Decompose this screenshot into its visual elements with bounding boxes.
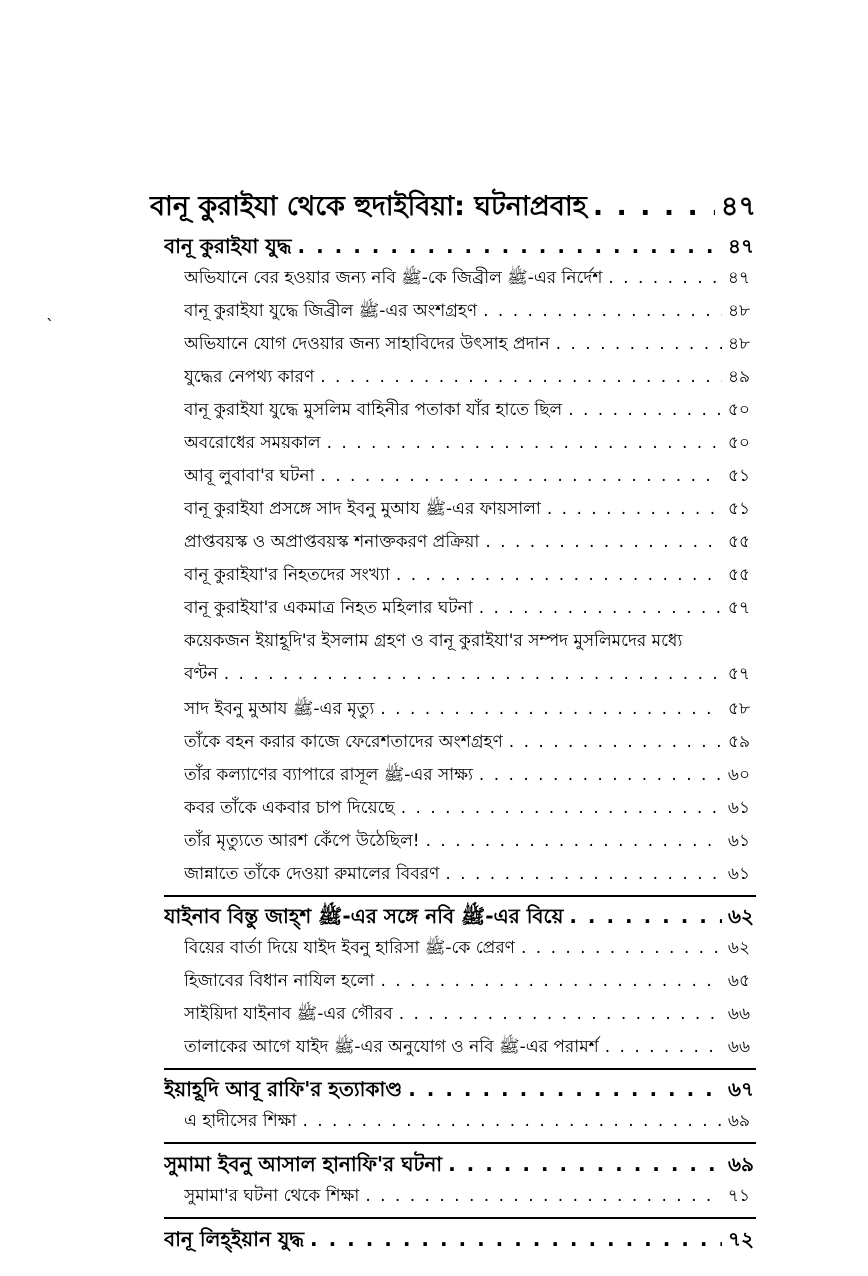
- entry-page-number: ৪৮: [727, 301, 750, 321]
- dot-leader: [399, 1004, 722, 1024]
- toc-entry: [184, 562, 750, 592]
- entry-label: অভিযানে বের হওয়ার জন্য নবি ﷺ-কে জিব্রীল ﷺ-এর নির্দেশ: [184, 268, 603, 288]
- toc-entry: [184, 265, 750, 295]
- dot-leader: [593, 191, 715, 222]
- entry-label: অভিযানে যোগ দেওয়ার জন্য সাহাবিদের উৎসাহ প্রদান: [184, 334, 550, 354]
- dot-leader: [298, 234, 723, 258]
- entry-label: জান্নাতে তাঁকে দেওয়া রুমালের বিবরণ: [184, 864, 440, 884]
- entry-label: সুমামা'র ঘটনা থেকে শিক্ষা: [184, 1186, 360, 1206]
- toc-entry: [184, 1183, 750, 1213]
- dot-leader: [380, 971, 721, 991]
- dot-leader: [302, 1111, 721, 1131]
- toc-entry: [184, 298, 750, 328]
- dot-leader: [310, 1227, 722, 1251]
- entry-label: সাদ ইবনু মুআয ﷺ-এর মৃত্যু: [184, 699, 375, 719]
- dot-leader: [605, 1037, 722, 1057]
- toc-entry: [184, 430, 750, 460]
- dot-leader: [556, 334, 722, 354]
- chapter-heading: [150, 186, 756, 226]
- entry-label: আবূ লুবাবা'র ঘটনা: [184, 466, 315, 486]
- entry-page-number: ৬৭: [727, 1077, 754, 1101]
- entry-page-number: ৫১: [727, 466, 750, 486]
- entry-page-number: ৫৫: [727, 532, 750, 552]
- toc-entry: [184, 1001, 750, 1031]
- entry-label: এ হাদীসের শিক্ষা: [184, 1111, 297, 1131]
- toc-entry: [184, 729, 750, 759]
- entry-page-number: ৫৭: [727, 664, 750, 684]
- entry-page-number: ৪৯: [727, 367, 750, 387]
- entry-page-number: ৬১: [727, 864, 750, 884]
- toc-entry: [184, 1034, 750, 1064]
- entry-label: বণ্টন: [184, 664, 218, 684]
- entry-page-number: ৫১: [727, 499, 750, 519]
- dot-leader: [485, 532, 722, 552]
- toc-entry-section: [164, 902, 754, 932]
- toc-entry: [184, 1108, 750, 1138]
- toc-entry-section: [164, 1225, 754, 1255]
- entry-label: অবরোধের সময়কাল: [184, 433, 321, 453]
- dot-leader: [608, 268, 722, 288]
- dot-leader: [483, 301, 722, 321]
- section-divider: [164, 895, 756, 897]
- dot-leader: [224, 664, 722, 684]
- dot-leader: [408, 1077, 722, 1101]
- entry-page-number: ৫০: [727, 400, 750, 420]
- entry-page-number: ৬৯: [728, 1152, 754, 1176]
- entry-label: তালাকের আগে যাইদ ﷺ-এর অনুযোগ ও নবি ﷺ-এর পরামর্শ: [184, 1037, 599, 1057]
- toc-entry: [184, 861, 750, 891]
- entry-page-number: ৪৭: [728, 234, 754, 258]
- entry-label: বানূ কুরাইযা প্রসঙ্গে সাদ ইবনু মুআয ﷺ-এর ফায়সালা: [184, 499, 541, 519]
- toc-entry: [184, 968, 750, 998]
- dot-leader: [547, 499, 722, 519]
- entry-page-number: ৭২: [727, 1227, 754, 1251]
- entry-label: বানূ কুরাইযা'র নিহতদের সংখ্যা: [184, 565, 390, 585]
- entry-label: বিয়ের বার্তা দিয়ে যাইদ ইবনু হারিসা ﷺ-কে প্রেরণ: [184, 938, 515, 958]
- toc-entry-section: [164, 1150, 754, 1180]
- toc-entry: [184, 364, 750, 394]
- chapter-page-number: ৪৭: [720, 191, 756, 222]
- entry-page-number: ৭১: [727, 1186, 750, 1206]
- entry-label: বানূ লিহ্ইয়ান যুদ্ধ: [164, 1227, 305, 1251]
- dot-leader: [568, 400, 722, 420]
- dot-leader: [426, 831, 722, 851]
- entry-page-number: ৬৬: [727, 1037, 750, 1057]
- toc-entry: [184, 397, 750, 427]
- toc-entry: [184, 828, 750, 858]
- dot-leader: [569, 904, 722, 928]
- chapter-title: বানূ কুরাইযা থেকে হুদাইবিয়া: ঘটনাপ্রবাহ: [150, 191, 587, 222]
- dot-leader: [521, 938, 722, 958]
- entry-label: যুদ্ধের নেপথ্য কারণ: [184, 367, 315, 387]
- entry-page-number: ৪৮: [727, 334, 750, 354]
- entry-page-number: ৬২: [727, 938, 750, 958]
- entry-label: বানূ কুরাইযা যুদ্ধে জিব্রীল ﷺ-এর অংশগ্রহণ: [184, 301, 478, 321]
- section-divider: [164, 1217, 756, 1219]
- entry-label: কবর তাঁকে একবার চাপ দিয়েছে: [184, 798, 395, 818]
- entry-page-number: ৫৮: [727, 699, 750, 719]
- entry-page-number: ৬১: [727, 798, 750, 818]
- dot-leader: [401, 798, 722, 818]
- dot-leader: [320, 466, 722, 486]
- toc-entry-section: [164, 1075, 754, 1105]
- entry-label: যাইনাব বিন্তু জাহ্শ ﷺ-এর সঙ্গে নবি ﷺ-এর বিয়ে: [164, 904, 564, 928]
- toc-entry: [184, 496, 750, 526]
- entry-label: বানূ কুরাইযা'র একমাত্র নিহত মহিলার ঘটনা: [184, 598, 473, 618]
- entry-label: হিজাবের বিধান নাযিল হলো: [184, 971, 375, 991]
- dot-leader: [380, 699, 722, 719]
- entry-page-number: ৬৬: [727, 1004, 750, 1024]
- dot-leader: [509, 732, 722, 752]
- entry-label: বানূ কুরাইযা যুদ্ধ: [164, 234, 292, 258]
- dot-leader: [448, 1152, 722, 1176]
- entry-page-number: ৬৫: [727, 971, 750, 991]
- dot-leader: [479, 598, 722, 618]
- entry-label: তাঁকে বহন করার কাজে ফেরেশতাদের অংশগ্রহণ: [184, 732, 503, 752]
- toc-entry: [184, 331, 750, 361]
- toc-entry-continuation: [184, 661, 750, 691]
- section-divider: [164, 1068, 756, 1070]
- toc-entry: [184, 595, 750, 625]
- entry-label: সাইয়িদা যাইনাব ﷺ-এর গৌরব: [184, 1004, 393, 1024]
- entry-label: তাঁর মৃত্যুতে আরশ কেঁপে উঠেছিল!: [184, 831, 420, 851]
- dot-leader: [445, 864, 722, 884]
- entry-page-number: ৬১: [727, 831, 750, 851]
- dot-leader: [396, 565, 722, 585]
- section-divider: [164, 1142, 756, 1144]
- entry-label: প্রাপ্তবয়স্ক ও অপ্রাপ্তবয়স্ক শনাক্তকরণ প্রক্রিয়া: [184, 532, 480, 552]
- entry-label: বানূ কুরাইযা যুদ্ধে মুসলিম বাহিনীর পতাকা যাঁর হাতে ছিল: [184, 400, 563, 420]
- dot-leader: [479, 765, 722, 785]
- entry-label: তাঁর কল্যাণের ব্যাপারে রাসূল ﷺ-এর সাক্ষ্য: [184, 765, 473, 785]
- toc-entry: [184, 463, 750, 493]
- toc-entry-section: [164, 232, 754, 262]
- entry-page-number: ৫৯: [727, 732, 750, 752]
- toc-entry: [184, 696, 750, 726]
- entry-label: কয়েকজন ইয়াহূদি'র ইসলাম গ্রহণ ও বানূ কুরাইযা'র সম্পদ মুসলিমদের মধ্যে: [184, 631, 683, 651]
- entry-page-number: ৬২: [727, 904, 754, 928]
- entry-page-number: ৫০: [727, 433, 750, 453]
- dot-leader: [327, 433, 722, 453]
- toc-entry: [184, 628, 750, 658]
- toc-entry: [184, 935, 750, 965]
- dot-leader: [365, 1186, 722, 1206]
- entry-page-number: ৬০: [727, 765, 750, 785]
- entry-page-number: ৫৭: [727, 598, 750, 618]
- entry-page-number: ৪৭: [727, 268, 750, 288]
- toc-entry: [184, 529, 750, 559]
- toc-entry: [184, 762, 750, 792]
- entry-page-number: ৫৫: [727, 565, 750, 585]
- entry-page-number: ৬৯: [727, 1111, 750, 1131]
- entry-label: সুমামা ইবনু আসাল হানাফি'র ঘটনা: [164, 1152, 443, 1176]
- entry-label: ইয়াহূদি আবূ রাফি'র হত্যাকাণ্ড: [164, 1077, 403, 1101]
- toc-entry: [184, 795, 750, 825]
- dot-leader: [320, 367, 722, 387]
- stray-mark: `: [46, 316, 54, 335]
